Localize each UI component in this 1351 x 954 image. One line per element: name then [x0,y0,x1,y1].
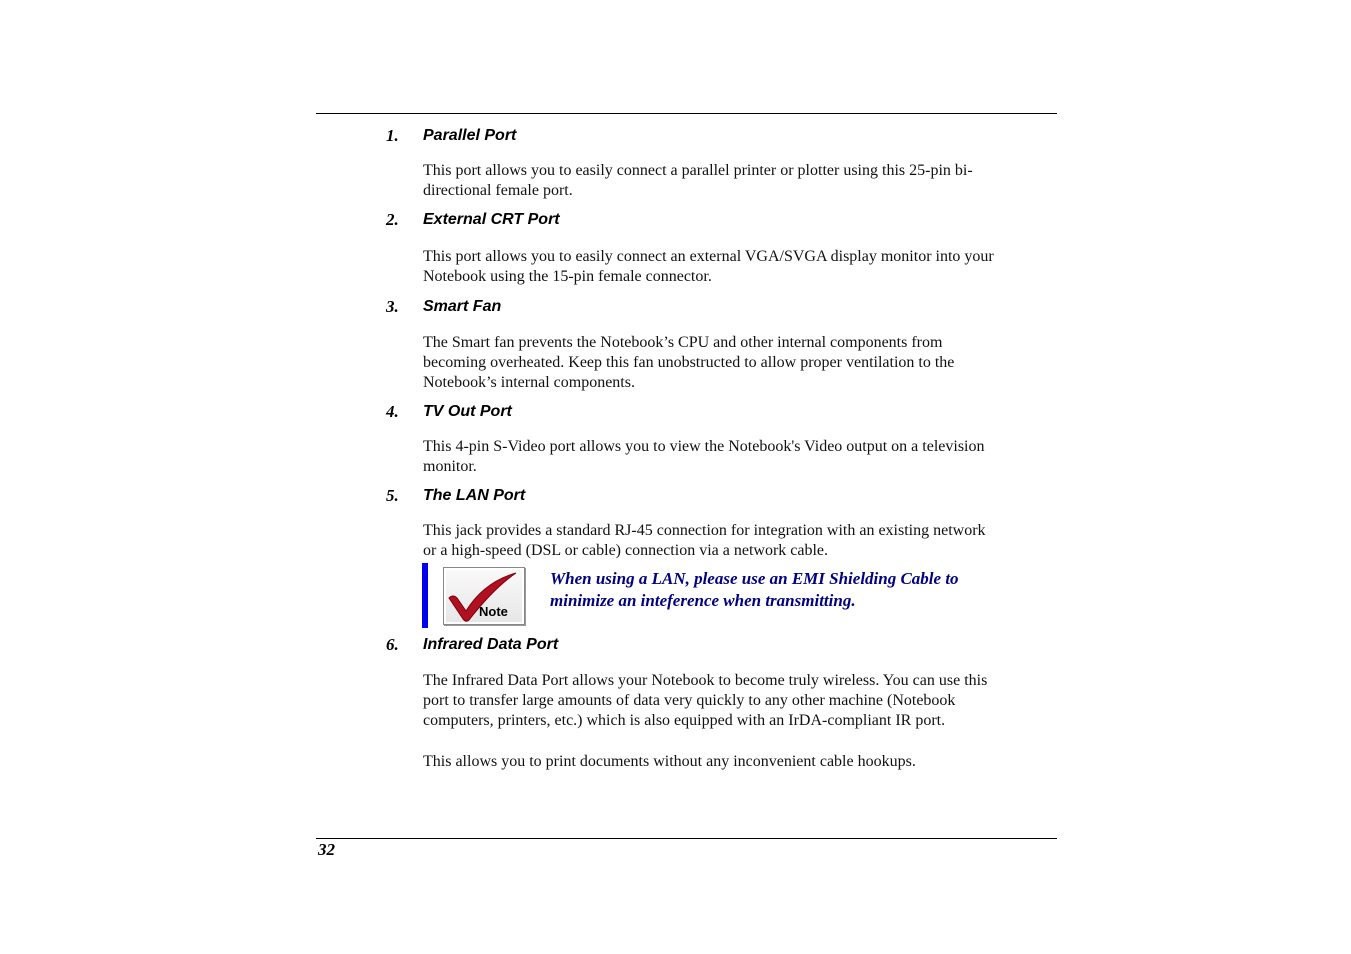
text-line: or a high-speed (DSL or cable) connection via a network cable. [423,542,829,559]
section-3-number: 3. [386,297,399,316]
text-line: This port allows you to easily connect an external VGA/SVGA display monitor into your [423,248,994,265]
section-1-number: 1. [386,126,399,145]
text-line: This jack provides a standard RJ-45 connection for integration with an existing network [423,522,986,539]
text-line: This port allows you to easily connect a parallel printer or plotter using this 25-pin bi- [423,162,973,179]
footer-rule [316,838,1057,839]
section-4-title: TV Out Port [423,403,512,420]
note-text [550,568,1050,612]
text-line: directional female port. [423,182,573,199]
section-4-text [423,437,1063,477]
text-line: The Infrared Data Port allows your Notebook to become truly wireless. You can use this [423,672,988,689]
text-line: Notebook using the 15-pin female connector. [423,268,712,285]
section-2-title: External CRT Port [423,211,560,228]
text-line: computers, printers, etc.) which is also equipped with an IrDA-compliant IR port. [423,712,946,729]
section-5-title: The LAN Port [423,487,526,504]
text-line: becoming overheated. Keep this fan unobstructed to allow proper ventilation to the [423,354,955,371]
text-line: Notebook’s internal components. [423,374,635,391]
section-3-text [423,333,1063,393]
section-1-text [423,161,1063,201]
section-6-extra-text: This allows you to print documents without any inconvenient cable hookups. [423,753,916,770]
text-line: This 4-pin S-Video port allows you to view the Notebook's Video output on a television [423,438,985,455]
section-2-text [423,247,1063,287]
section-5-text [423,521,1063,561]
page-number: 32 [318,840,335,859]
header-rule [316,113,1057,114]
section-4-number: 4. [386,402,399,421]
note-line: minimize an inteference when transmitting. [550,591,856,610]
section-6-text [423,671,1063,731]
section-3-title: Smart Fan [423,298,502,315]
checkmark-note-icon [443,567,525,625]
section-6-number: 6. [386,635,399,654]
note-line: When using a LAN, please use an EMI Shielding Cable to [550,569,959,588]
section-2-number: 2. [386,210,399,229]
note-icon-label: Note [479,604,508,619]
note-accent-bar [422,563,428,628]
section-6-title: Infrared Data Port [423,636,559,653]
section-5-number: 5. [386,486,399,505]
text-line: monitor. [423,458,477,475]
section-1-title: Parallel Port [423,127,517,144]
text-line: The Smart fan prevents the Notebook’s CPU and other internal components from [423,334,943,351]
text-line: port to transfer large amounts of data very quickly to any other machine (Notebook [423,692,956,709]
